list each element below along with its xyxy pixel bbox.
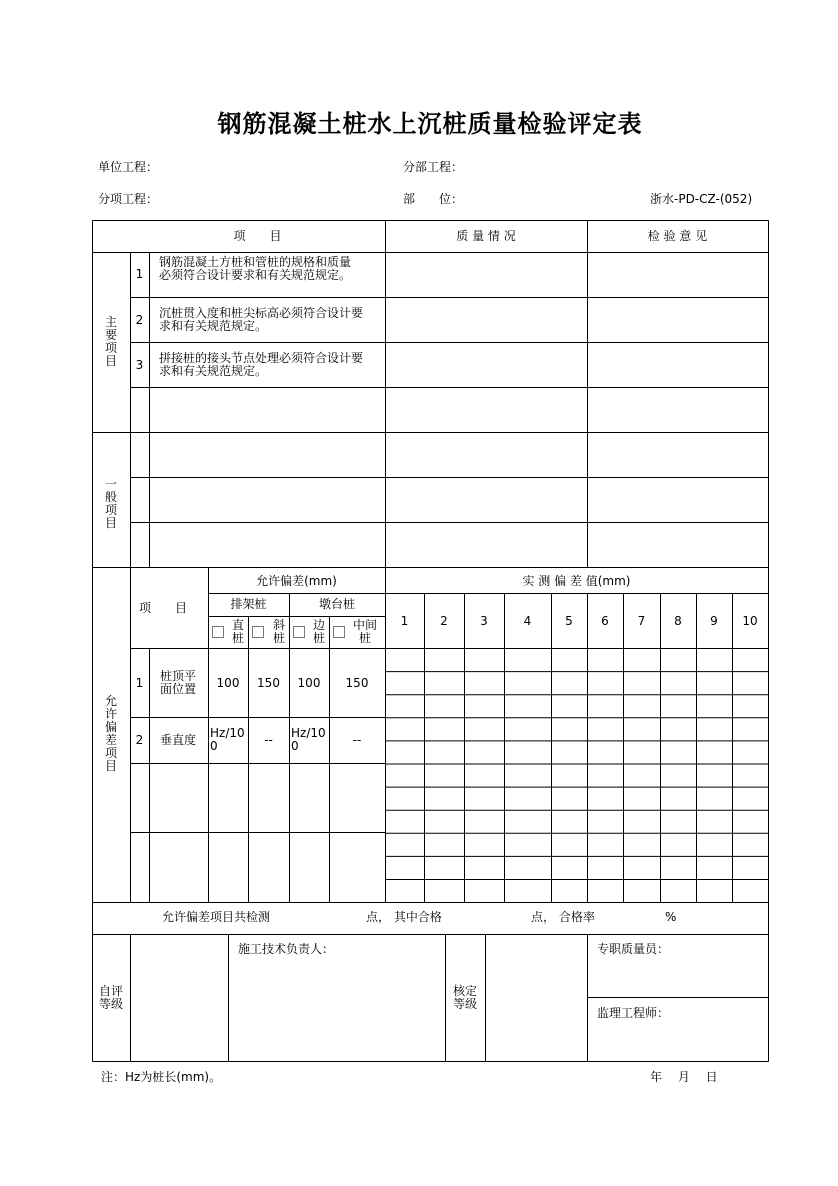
measured-column-number: 3 xyxy=(480,614,488,628)
main-item-no: 1 xyxy=(135,267,144,281)
measured-column-number: 4 xyxy=(523,614,532,628)
sub-header: 中间桩 xyxy=(352,618,377,645)
summary-total-label: 允许偏差项目共检测 xyxy=(162,910,271,924)
main-item-text: 钢筋混凝土方桩和管桩的规格和质量必须符合设计要求和有关规范规定。 xyxy=(159,255,352,282)
measured-column-number: 2 xyxy=(440,614,448,628)
header-item: 项 目 xyxy=(233,229,282,243)
deviation-value: 150 xyxy=(257,676,280,690)
summary-rate-label: 点， 合格率 xyxy=(531,910,595,924)
measured-column-number: 7 xyxy=(637,614,646,628)
deviation-value: 150 xyxy=(345,676,369,690)
inclined-pile-checkbox[interactable] xyxy=(252,626,264,638)
deviation-value: -- xyxy=(264,733,273,747)
deviation-value: 100 xyxy=(297,676,321,690)
measured-header: 实 测 偏 差 值(mm) xyxy=(522,574,631,588)
division-project-label: 分部工程： xyxy=(403,160,464,174)
header-quality: 质 量 情 况 xyxy=(456,229,516,243)
deviation-row-no: 1 xyxy=(135,676,144,690)
sub-header: 直桩 xyxy=(231,618,244,645)
footer-date: 年 月 日 xyxy=(650,1070,718,1084)
deviation-value: 100 xyxy=(216,676,240,690)
deviation-row-name: 垂直度 xyxy=(160,733,197,747)
straight-pile-checkbox[interactable] xyxy=(212,626,224,638)
deviation-item-header: 项 目 xyxy=(139,601,188,615)
sub-header: 斜桩 xyxy=(272,618,285,645)
main-item-no: 2 xyxy=(135,313,144,327)
group-bent-pile: 排架桩 xyxy=(230,597,267,611)
sub-header: 边桩 xyxy=(312,618,325,645)
summary-percent: % xyxy=(665,910,677,924)
tech-lead-label: 施工技术负责人： xyxy=(238,942,335,956)
header-opinion: 检 验 意 见 xyxy=(647,229,708,243)
measured-column-number: 8 xyxy=(674,614,682,628)
edge-pile-checkbox[interactable] xyxy=(293,626,305,638)
measured-column-number: 1 xyxy=(400,614,409,628)
supervisor-label: 监理工程师： xyxy=(597,1006,670,1020)
deviation-row-name: 桩顶平面位置 xyxy=(160,669,197,696)
measured-column-number: 10 xyxy=(742,614,758,628)
sub-item-project-label: 分项工程： xyxy=(98,192,159,206)
verified-grade-label: 核定等级 xyxy=(452,984,477,1011)
measured-column-number: 5 xyxy=(565,614,573,628)
location-label: 部 位： xyxy=(403,192,464,206)
measured-column-number: 9 xyxy=(710,614,718,628)
deviation-value: Hz/100 xyxy=(210,726,245,753)
main-item-text: 沉桩贯入度和桩尖标高必须符合设计要求和有关规范规定。 xyxy=(159,306,364,333)
self-grade-label: 自评等级 xyxy=(98,984,123,1011)
main-item-text: 拼接桩的接头节点处理必须符合设计要求和有关规范规定。 xyxy=(159,351,364,378)
deviation-category: 允许偏差项目 xyxy=(104,694,117,773)
footer-note: 注：Hz为桩长(mm)。 xyxy=(101,1070,222,1084)
summary-pass-label: 点， 其中合格 xyxy=(366,910,442,924)
page-title: 钢筋混凝土桩水上沉桩质量检验评定表 xyxy=(217,110,643,138)
deviation-value: Hz/100 xyxy=(291,726,326,753)
deviation-row-no: 2 xyxy=(135,733,144,747)
group-pier-pile: 墩台桩 xyxy=(318,597,355,611)
measured-column-number: 6 xyxy=(601,614,609,628)
unit-project-label: 单位工程： xyxy=(98,160,159,174)
main-item-no: 3 xyxy=(135,358,144,372)
deviation-value: -- xyxy=(352,733,362,747)
general-items-category: 一般项目 xyxy=(104,477,117,530)
middle-pile-checkbox[interactable] xyxy=(333,626,345,638)
form-code: 浙水-PD-CZ-(052) xyxy=(650,192,753,206)
main-items-category: 主要项目 xyxy=(104,315,117,368)
quality-officer-label: 专职质量员： xyxy=(597,942,670,956)
allowed-header: 允许偏差(mm) xyxy=(256,574,337,588)
